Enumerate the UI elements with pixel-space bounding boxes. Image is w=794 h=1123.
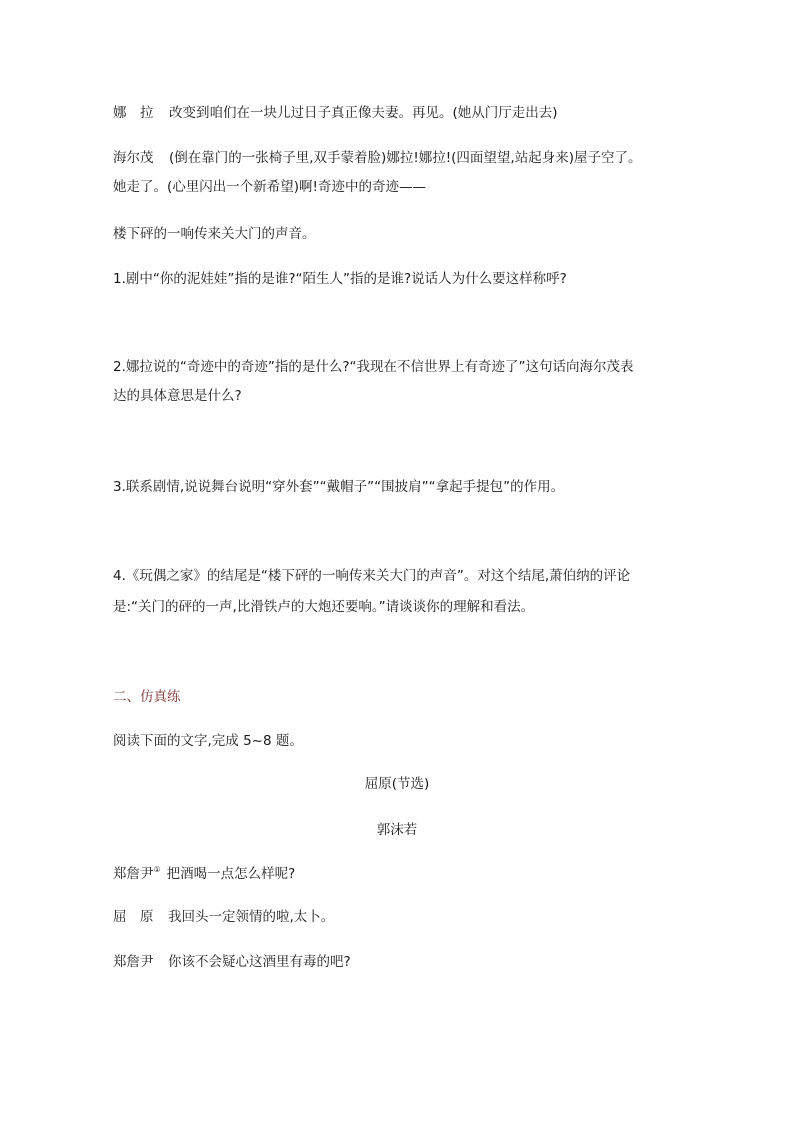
dialogue-continuation	[113, 177, 426, 197]
dialogue-text: 把酒喝一点怎么样呢?	[166, 866, 296, 882]
speaker-name: 郑詹尹	[113, 954, 154, 970]
question-2	[113, 357, 634, 377]
stage-direction-text: 楼下砰的一响传来关大门的声音。	[113, 226, 316, 242]
dialogue-text: 你该不会疑心这酒里有毒的吧?	[168, 954, 351, 970]
question-3	[113, 477, 564, 497]
section-instruction: 阅读下面的文字,完成 5~8 题。	[113, 733, 303, 749]
dialogue-line	[113, 148, 641, 168]
speaker-name: 娜 拉	[113, 105, 154, 121]
passage-author: 郭沫若	[376, 822, 418, 838]
footnote-marker: ①	[153, 865, 161, 874]
speaker-name: 海尔茂	[113, 150, 154, 166]
question-text: 4.《玩偶之家》的结尾是“楼下砰的一响传来关大门的声音”。对这个结尾,萧伯纳的评论	[113, 568, 631, 584]
question-text: 1.剧中“你的泥娃娃”指的是谁?“陌生人”指的是谁?说话人为什么要这样称呼?	[113, 271, 567, 287]
question-4-continuation	[113, 597, 534, 617]
dialogue-line	[113, 907, 334, 927]
question-text: 达的具体意思是什么?	[113, 388, 242, 404]
section-heading: 二、仿真练	[113, 689, 181, 705]
passage-title: 屈原(节选)	[364, 776, 430, 792]
speaker-name: 屈 原	[113, 909, 154, 925]
dialogue-text: 我回头一定领情的啦,太卜。	[168, 909, 335, 925]
stage-direction	[113, 224, 316, 244]
dialogue-text: 改变到咱们在一块儿过日子真正像夫妻。再见。(她从门厅走出去)	[169, 105, 558, 121]
speaker-name: 郑詹尹	[113, 866, 154, 882]
question-1	[113, 269, 567, 289]
dialogue-line	[113, 952, 351, 972]
question-2-continuation	[113, 386, 242, 406]
dialogue-line	[113, 103, 558, 123]
dialogue-line	[113, 864, 295, 884]
dialogue-text: 她走了。(心里闪出一个新希望)啊!奇迹中的奇迹——	[113, 179, 426, 195]
question-text: 3.联系剧情,说说舞台说明“穿外套”“戴帽子”“围披肩”“拿起手提包”的作用。	[113, 479, 565, 495]
question-text: 是:“关门的砰的一声,比滑铁卢的大炮还要响。”请谈谈你的理解和看法。	[113, 599, 535, 615]
question-text: 2.娜拉说的“奇迹中的奇迹”指的是什么?“我现在不信世界上有奇迹了”这句话向海尔茂表	[113, 359, 634, 375]
dialogue-text: (倒在靠门的一张椅子里,双手蒙着脸)娜拉!娜拉!(四面望望,站起身来)屋子空了。	[169, 150, 642, 166]
question-4	[113, 566, 630, 586]
